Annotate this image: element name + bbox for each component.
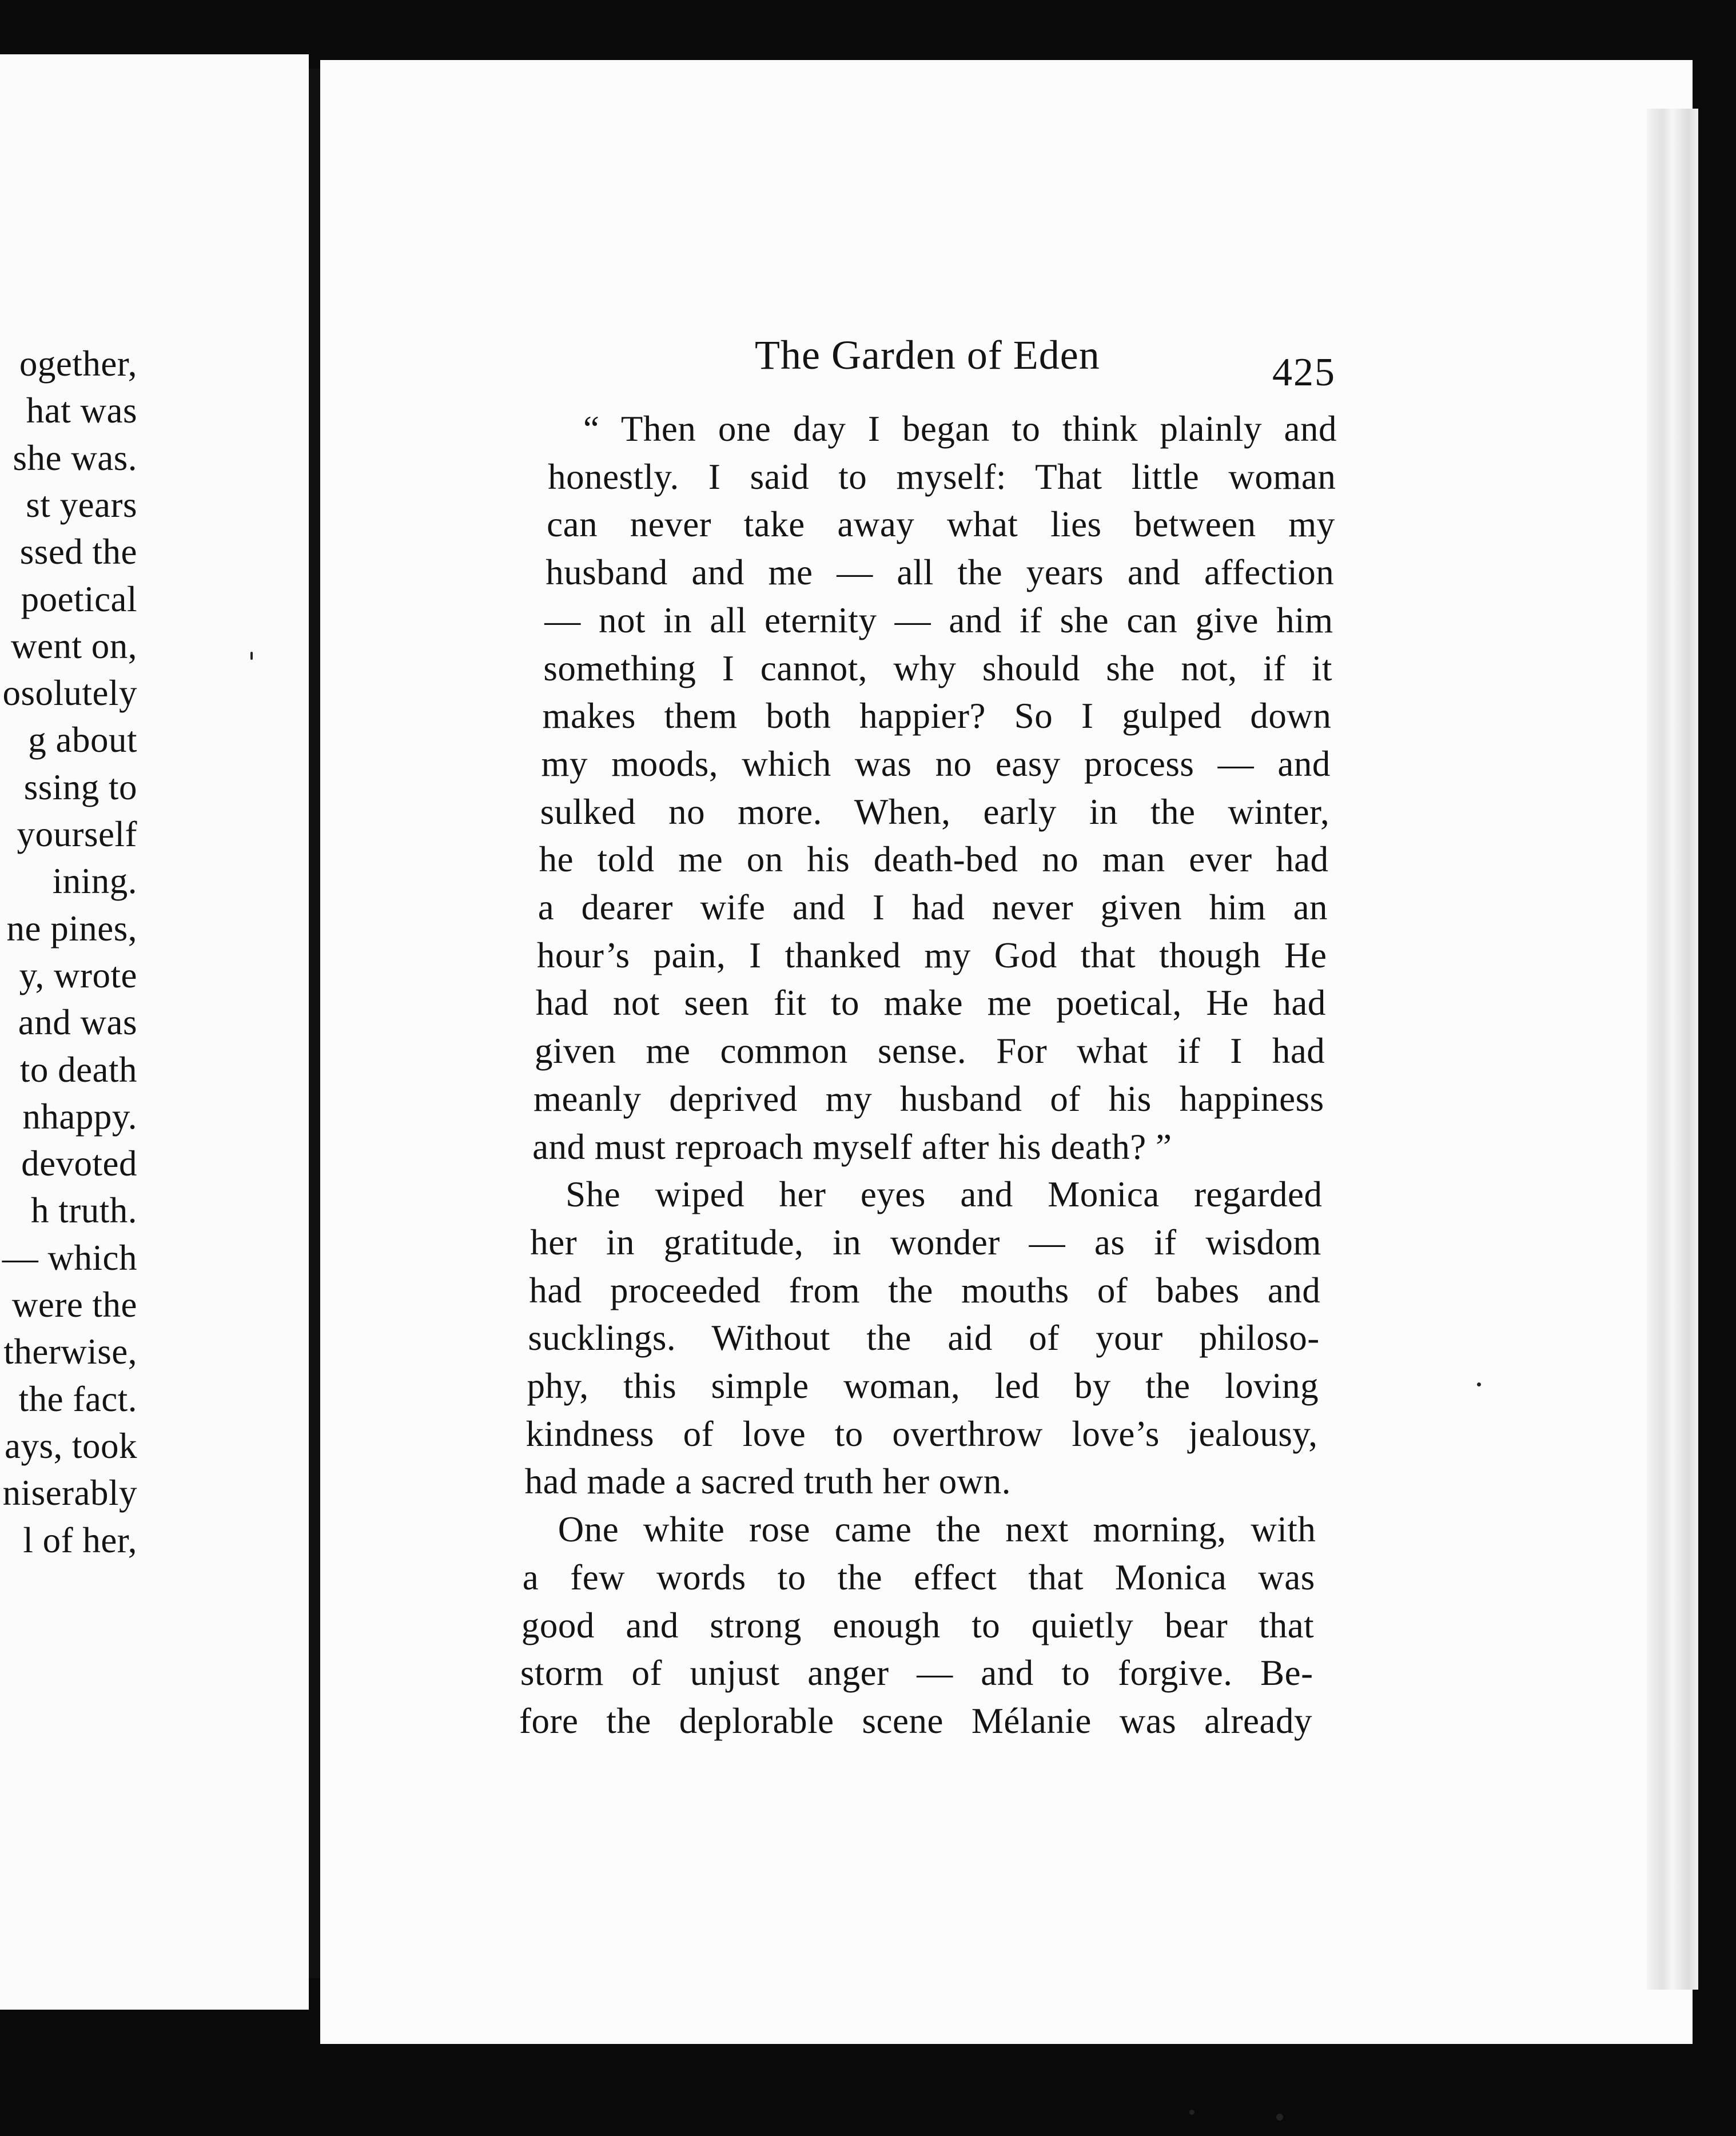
text-line: had proceeded from the mouths of babes and xyxy=(529,1270,1321,1310)
left-page-line: ssed the xyxy=(19,532,137,572)
left-page-line: g about xyxy=(28,720,137,760)
left-page-line: and was xyxy=(18,1002,137,1043)
scan-speck xyxy=(1189,2110,1195,2115)
text-line: her in gratitude, in wonder — as if wisdom xyxy=(530,1222,1321,1262)
left-page-line: niserably xyxy=(2,1473,137,1513)
left-page xyxy=(0,54,309,2010)
left-page-line: osolutely xyxy=(2,673,137,714)
left-page-line: were the xyxy=(11,1285,137,1325)
text-line: husband and me — all the years and affection xyxy=(546,552,1335,593)
running-head: The Garden of Eden xyxy=(755,332,1100,378)
left-page-line: ays, took xyxy=(5,1425,137,1466)
left-page-line: nhappy. xyxy=(22,1096,137,1137)
left-page-line: h truth. xyxy=(31,1190,137,1231)
page-number: 425 xyxy=(1272,350,1336,394)
text-line: good and strong enough to quietly bear that xyxy=(521,1605,1315,1645)
text-line: storm of unjust anger — and to forgive. Be- xyxy=(520,1653,1313,1693)
left-page-line: ogether, xyxy=(19,344,137,384)
text-line: had not seen fit to make me poetical, He had xyxy=(535,983,1326,1023)
text-line: can never take away what lies between my xyxy=(547,504,1335,545)
text-line: She wiped her eyes and Monica regarded xyxy=(566,1174,1323,1215)
scan-speck xyxy=(1276,2114,1283,2121)
text-line: kindness of love to overthrow love’s jealousy, xyxy=(525,1413,1318,1454)
left-page-line: yourself xyxy=(17,814,137,854)
left-page-line: ne pines, xyxy=(6,908,137,949)
text-line: One white rose came the next morning, with xyxy=(558,1509,1316,1550)
text-line: fore the deplorable scene Mélanie was already xyxy=(519,1701,1312,1741)
left-page-line: hat was xyxy=(26,390,137,431)
scan-speck xyxy=(250,652,253,660)
text-line: “ Then one day I began to think plainly and xyxy=(583,409,1337,449)
text-line: he told me on his death-bed no man ever had xyxy=(539,839,1329,880)
left-page-line: ining. xyxy=(52,861,137,902)
left-page-line: devoted xyxy=(21,1143,137,1184)
left-page-line: went on, xyxy=(11,625,137,666)
text-line: given me common sense. For what if I had xyxy=(534,1031,1325,1071)
text-line: a dearer wife and I had never given him an xyxy=(537,887,1328,928)
left-page-line: therwise, xyxy=(3,1332,137,1372)
left-page-line: st years xyxy=(26,484,137,525)
left-page-line: to death xyxy=(19,1049,137,1090)
text-line: and must reproach myself after his death? ” xyxy=(532,1126,1172,1167)
left-page-line: l of her, xyxy=(23,1520,137,1560)
left-page-line: y, wrote xyxy=(19,955,137,995)
page-edges xyxy=(1647,109,1698,1990)
text-line: had made a sacred truth her own. xyxy=(524,1461,1012,1502)
left-page-line: she was. xyxy=(13,437,137,478)
text-line: meanly deprived my husband of his happiness xyxy=(533,1078,1324,1119)
left-page-line: ssing to xyxy=(23,767,137,807)
text-line: something I cannot, why should she not, if it xyxy=(543,648,1333,688)
scan-speck xyxy=(1477,1382,1481,1386)
text-line: sulked no more. When, early in the winter, xyxy=(540,791,1330,832)
text-line: my moods, which was no easy process — and xyxy=(541,743,1331,784)
left-page-line: poetical xyxy=(21,579,137,619)
text-line: honestly. I said to myself: That little woman xyxy=(548,456,1336,497)
left-page-line: — which xyxy=(2,1237,137,1278)
left-page-line: the fact. xyxy=(18,1378,137,1419)
text-line: phy, this simple woman, led by the loving xyxy=(527,1366,1319,1406)
text-line: sucklings. Without the aid of your philoso- xyxy=(528,1318,1320,1358)
text-line: — not in all eternity — and if she can give him xyxy=(544,600,1333,640)
text-line: hour’s pain, I thanked my God that though He xyxy=(536,935,1327,975)
text-line: makes them both happier? So I gulped down xyxy=(542,696,1332,736)
text-line: a few words to the effect that Monica was xyxy=(522,1557,1315,1597)
